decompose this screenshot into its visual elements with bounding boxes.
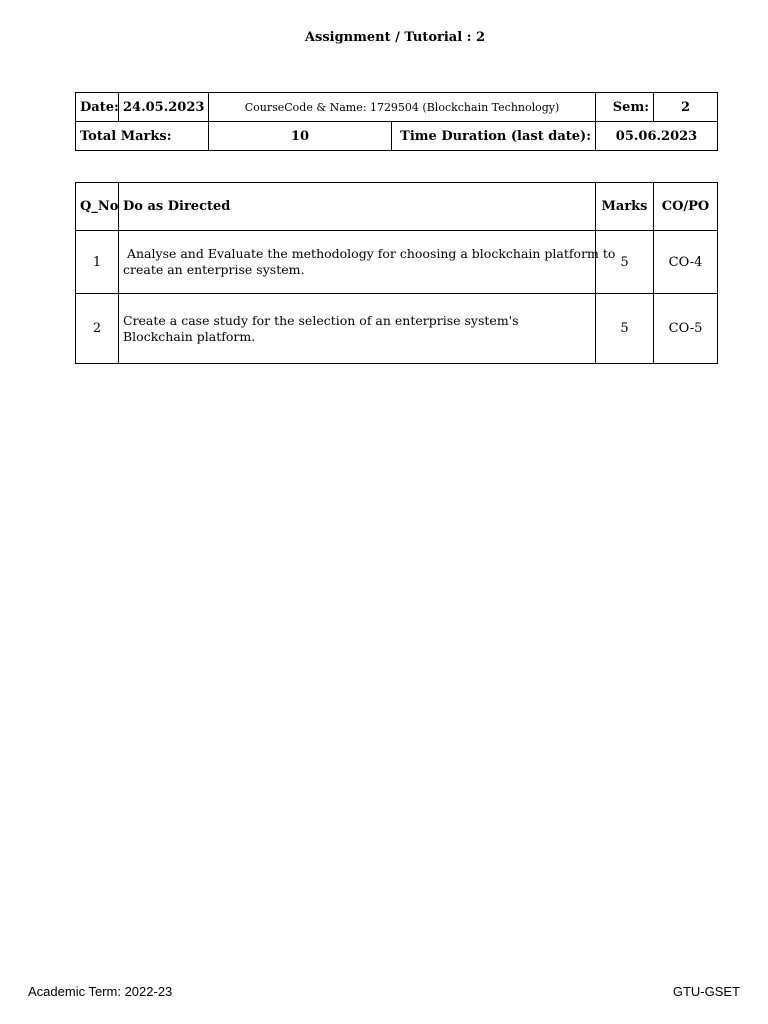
question-marks: 5 <box>596 231 654 294</box>
header-copo: CO/PO <box>654 183 718 231</box>
header-directed: Do as Directed <box>119 183 596 231</box>
total-marks-value: 10 <box>209 122 392 151</box>
question-number: 2 <box>76 294 119 364</box>
question-text-line: Analyse and Evaluate the methodology for choosing a blockchain platform to <box>123 246 616 261</box>
date-value: 24.05.2023 <box>119 93 209 122</box>
question-co: CO-4 <box>654 231 718 294</box>
course-name: CourseCode & Name: 1729504 (Blockchain Technology) <box>209 93 596 122</box>
question-text <box>119 294 596 364</box>
question-text <box>119 231 616 294</box>
question-number: 1 <box>76 231 119 294</box>
sem-label: Sem: <box>596 93 654 122</box>
info-table <box>75 92 718 151</box>
header-qno: Q_No <box>76 183 119 231</box>
footer-institute: GTU-GSET <box>672 984 740 999</box>
total-marks-label: Total Marks: <box>76 122 209 151</box>
footer-academic-term: Academic Term: 2022-23 <box>28 984 173 999</box>
header-marks: Marks <box>596 183 654 231</box>
question-text-line: Create a case study for the selection of an enterprise system's <box>123 312 519 328</box>
question-text-line: create an enterprise system. <box>123 262 305 277</box>
table-row <box>76 294 718 364</box>
page-title: Assignment / Tutorial : 2 <box>304 30 486 45</box>
table-row <box>76 231 718 294</box>
duration-label: Time Duration (last date): <box>392 122 596 151</box>
info-row-2 <box>76 122 718 151</box>
question-co: CO-5 <box>654 294 718 364</box>
duration-value: 05.06.2023 <box>596 122 718 151</box>
questions-header-row <box>76 183 718 231</box>
date-label: Date: <box>76 93 119 122</box>
question-text-line: Blockchain platform. <box>123 328 256 344</box>
sem-value: 2 <box>654 93 718 122</box>
info-row-1 <box>76 93 718 122</box>
questions-table <box>75 182 718 364</box>
question-marks: 5 <box>596 294 654 364</box>
